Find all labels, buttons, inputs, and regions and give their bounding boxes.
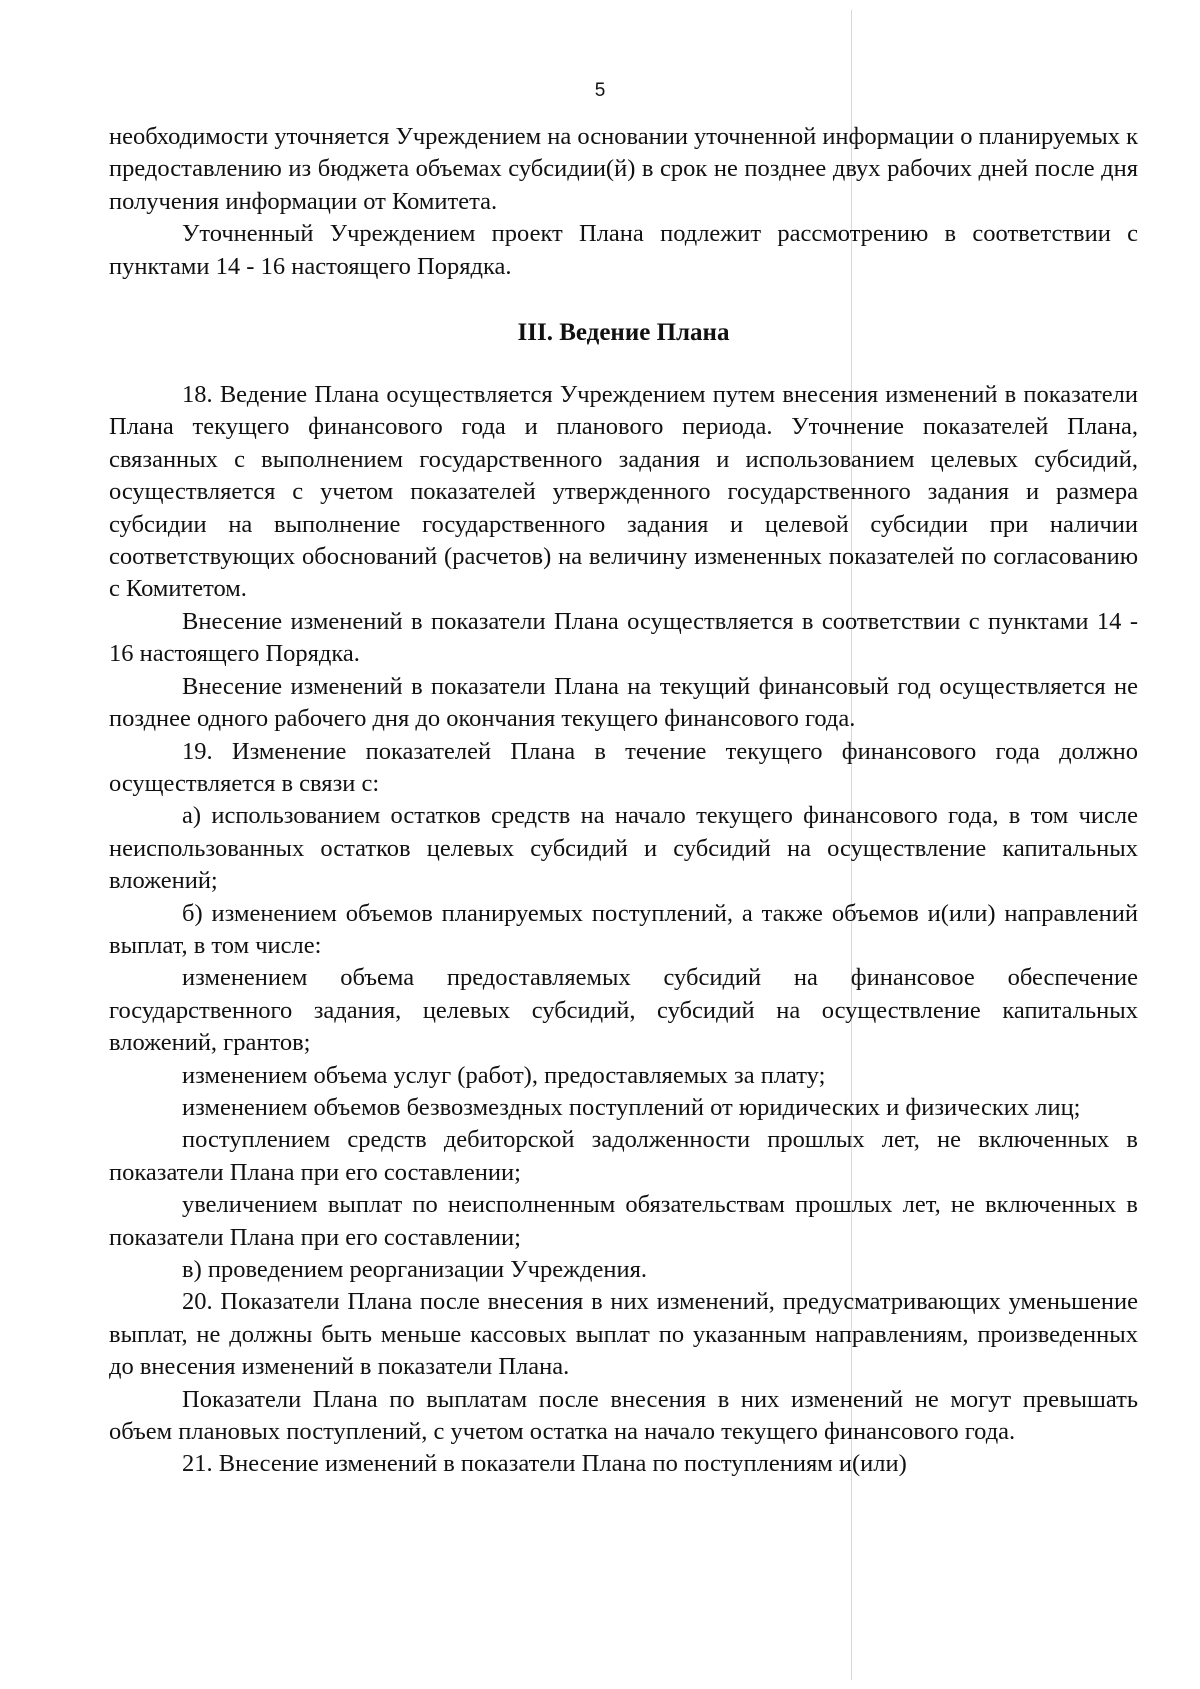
page-number: 5	[594, 80, 606, 101]
paragraph: 20. Показатели Плана после внесения в них изменений, предусматривающих уменьшение выплат, не должны быть меньше кассовых выплат по указанным направлениям, произведенных до внесения изменений в показатели Плана.	[109, 1288, 1138, 1381]
paragraph: изменением объема услуг (работ), предоставляемых за плату;	[182, 1061, 826, 1089]
document-body	[109, 121, 1138, 1481]
section-title: III. Ведение Плана	[517, 319, 730, 347]
paragraph: Показатели Плана по выплатам после внесения в них изменений не могут превышать объем плановых поступлений, с учетом остатка на начало текущего финансового года.	[109, 1385, 1138, 1446]
paragraph: изменением объема предоставляемых субсидий на финансовое обеспечение государственного задания, целевых субсидий, субсидий на осуществление капитальных вложений, грантов;	[109, 964, 1138, 1057]
paragraph: 19. Изменение показателей Плана в течение текущего финансового года должно осуществляется в связи с:	[109, 737, 1138, 797]
paragraph: 21. Внесение изменений в показатели Плана по поступлениям и(или)	[182, 1450, 907, 1478]
paragraph: увеличением выплат по неисполненным обязательствам прошлых лет, не включенных в показатели Плана при его составлении;	[109, 1191, 1138, 1251]
paragraph: а) использованием остатков средств на начало текущего финансового года, в том числе неиспользованных остатков целевых субсидий и субсидий на осуществление капитальных вложений;	[109, 802, 1138, 895]
paragraph: б) изменением объемов планируемых поступлений, а также объемов и(или) направлений выплат, в том числе:	[109, 899, 1138, 959]
paragraph: 18. Ведение Плана осуществляется Учреждением путем внесения изменений в показатели Плана текущего финансового года и планового периода. Уточнение показателей Плана, связанных с выполнением государственного задания и использованием целевых субсидий, осуществляется с учетом показателей утвержденного государственного задания и размера субсидии на выполнение государственного задания и целевой субсидии при наличии соответствующих обоснований (расчетов) на величину измененных показателей по согласованию с Комитетом.	[109, 381, 1138, 603]
paragraph: Внесение изменений в показатели Плана на текущий финансовый год осуществляется не позднее одного рабочего дня до окончания текущего финансового года.	[109, 672, 1138, 733]
paragraph: в) проведением реорганизации Учреждения.	[182, 1256, 647, 1283]
paragraph: необходимости уточняется Учреждением на основании уточненной информации о планируемых к предоставлению из бюджета объемах субсидии(й) в срок не позднее двух рабочих дней после дня получения информации от Комитета.	[109, 123, 1138, 215]
paragraph: Внесение изменений в показатели Плана осуществляется в соответствии с пунктами 14 - 16 настоящего Порядка.	[109, 607, 1138, 668]
paragraph: поступлением средств дебиторской задолженности прошлых лет, не включенных в показатели Плана при его составлении;	[109, 1126, 1138, 1186]
paragraph: изменением объемов безвозмездных поступлений от юридических и физических лиц;	[182, 1093, 1081, 1121]
paragraph: Уточненный Учреждением проект Плана подлежит рассмотрению в соответствии с пунктами 14 - 16 настоящего Порядка.	[109, 220, 1138, 280]
